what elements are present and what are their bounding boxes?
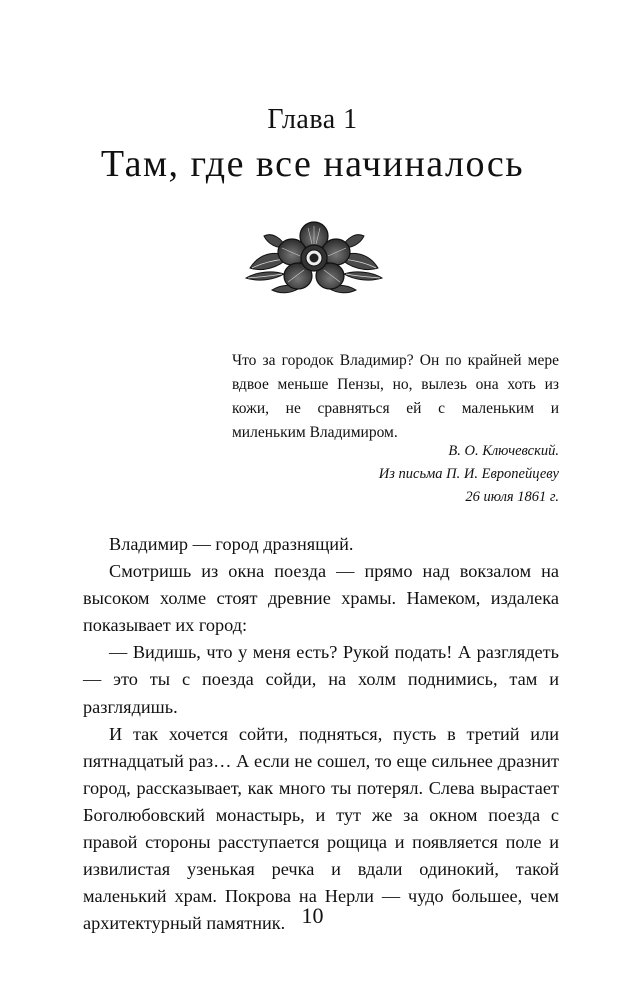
epigraph [232, 349, 559, 445]
chapter-number: Глава 1 [267, 104, 358, 135]
paragraph: Смотришь из окна поезда — прямо над вокзалом на высоком холме стоят древние храмы. Намеком, издалека показывает их город: [83, 561, 559, 636]
paragraph: И так хочется сойти, подняться, пусть в третий или пятнадцатый раз… А если не сошел, то еще сильнее дразнит город, рассказывает, как много ты потерял. Слева вырастает Боголюбовский монастырь, и тут же за окном поезда с правой стороны расступается рощица и появляется поле и извилистая узенькая речка и вдали одинокий, такой маленький храм. Покрова на Нерли — чудо большее, чем архитектурный памятник. [83, 723, 559, 934]
chapter-title: Там, где все начиналось [100, 143, 525, 185]
paragraph: Владимир — город дразнящий. [109, 534, 354, 554]
epigraph-attribution [300, 440, 559, 509]
epigraph-author: В. О. Ключевский. [448, 443, 559, 459]
paragraph: — Видишь, что у меня есть? Рукой подать! А разглядеть — это ты с поезда сойди, на холм поднимись, там и разглядишь. [83, 642, 559, 717]
epigraph-text: Что за городок Владимир? Он по крайней мере вдвое меньше Пензы, но, вылезь она хоть из кожи, не сравняться ей с маленьким и миленьким Владимиром. [232, 352, 559, 441]
epigraph-source: Из письма П. И. Европейцеву [378, 466, 559, 482]
body-text [83, 531, 559, 937]
epigraph-date: 26 июля 1861 г. [465, 489, 559, 505]
flower-ornament-icon [242, 218, 386, 300]
page-number: 10 [301, 903, 324, 928]
